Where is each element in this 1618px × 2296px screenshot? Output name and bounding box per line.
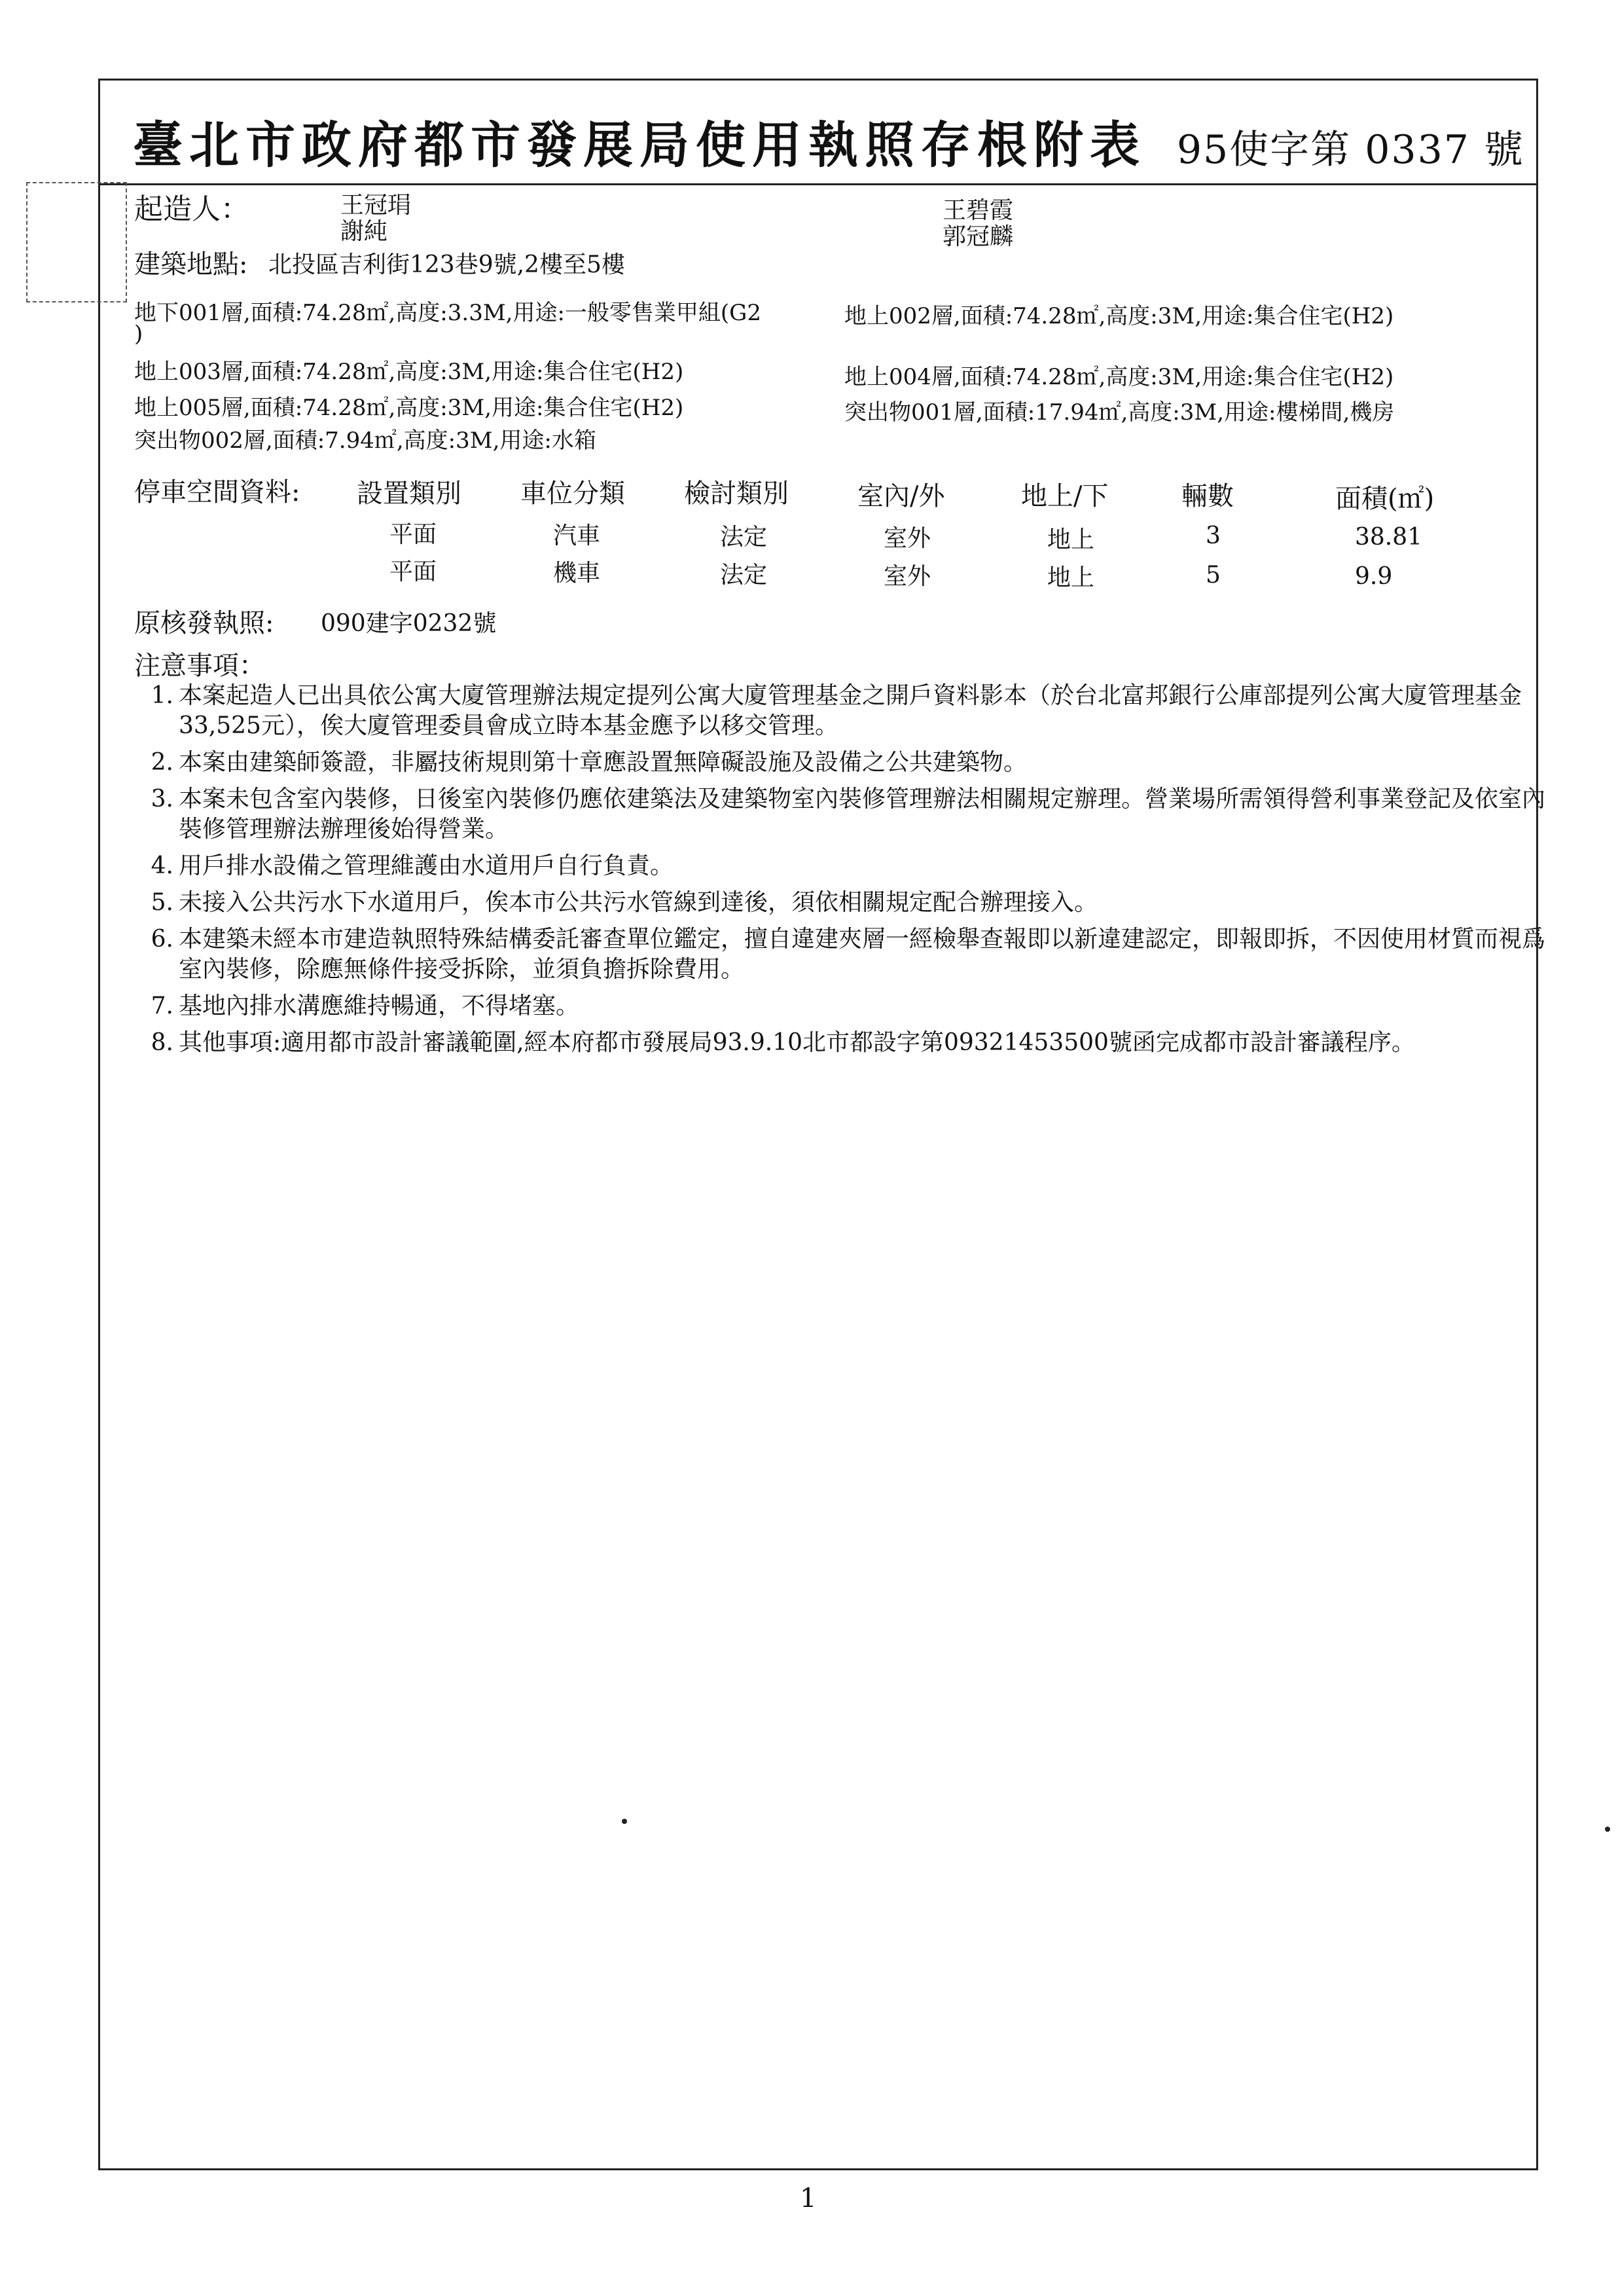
parking-header: 檢討類別: [684, 479, 789, 509]
parking-header: 室內/外: [857, 481, 945, 511]
parking-cell: 9.9: [1355, 563, 1393, 590]
address-value: 北投區吉利街123巷9號,2樓至5樓: [268, 251, 625, 278]
notes-heading: 注意事項：: [134, 651, 265, 681]
parking-header: 地上/下: [1021, 481, 1109, 511]
note-item: [134, 1028, 1548, 1058]
notes-list: [134, 681, 1548, 1065]
note-item: [134, 681, 1548, 741]
document-title: 臺北市政府都市發展局使用執照存根附表: [133, 116, 1146, 174]
floor-entry: 突出物002層,面積:7.94㎡,高度:3M,用途:水箱: [134, 428, 596, 454]
note-text: 未接入公共污水下水道用戶，俟本市公共污水管線到達後，須依相關規定配合辦理接入。: [179, 889, 1098, 916]
parking-header: 面積(㎡): [1335, 484, 1435, 514]
original-license-value: 090建字0232號: [321, 610, 497, 637]
floor-entry: 地下001層,面積:74.28㎡,高度:3.3M,用途:一般零售業甲組(G2: [134, 300, 761, 326]
note-text: 用戶排水設備之管理維護由水道用戶自行負責。: [179, 852, 674, 879]
floor-entry: 地上003層,面積:74.28㎡,高度:3M,用途:集合住宅(H2): [134, 359, 684, 385]
original-license-label: 原核發執照:: [134, 608, 274, 638]
note-number: 8.: [151, 1029, 173, 1056]
note-text: 本案起造人已出具依公寓大廈管理辦法規定提列公寓大廈管理基金之開戶資料影本（於台北富邦銀行公庫部提列公寓大廈管理基金33,525元），俟大廈管理委員會成立時本基金應予以移交管理。: [179, 682, 1522, 739]
permit-number: 95使字第 0337 號: [1176, 127, 1524, 173]
parking-cell: 3: [1206, 522, 1221, 549]
note-number: 1.: [151, 682, 173, 709]
parking-cell: 地上: [1047, 564, 1095, 591]
parking-cell: 地上: [1047, 526, 1095, 553]
floor-entry: 地上005層,面積:74.28㎡,高度:3M,用途:集合住宅(H2): [134, 395, 684, 421]
parking-cell: 機車: [553, 560, 601, 587]
stamp-icon: [26, 182, 127, 302]
parking-cell: 法定: [720, 524, 768, 551]
applicant-name: 王碧霞: [943, 197, 1014, 224]
note-text: 基地內排水溝應維持暢通，不得堵塞。: [179, 993, 580, 1019]
note-text: 本建築未經本市建造執照特殊結構委託審查單位鑑定，擅自違建夾層一經檢舉查報即以新違建認定，即報即拆，不因使用材質而視爲室內裝修，除應無條件接受拆除，並須負擔拆除費用。: [179, 926, 1546, 983]
parking-cell: 室外: [884, 563, 931, 590]
floor-entry: 突出物001層,面積:17.94㎡,高度:3M,用途:樓梯間,機房: [844, 399, 1395, 426]
floor-entry: ): [134, 321, 143, 347]
note-text: 本案未包含室內裝修，日後室內裝修仍應依建築法及建築物室內裝修管理辦法相關規定辦理。營業場所需領得營利事業登記及依室內裝修管理辦法辦理後始得營業。: [179, 786, 1546, 843]
page-number: 1: [800, 2183, 817, 2214]
note-item: [134, 991, 1548, 1021]
address-label: 建築地點:: [134, 249, 248, 280]
parking-cell: 平面: [389, 521, 437, 548]
note-number: 7.: [151, 993, 173, 1019]
parking-cell: 38.81: [1355, 524, 1423, 551]
note-item: [134, 851, 1548, 881]
parking-header: 設置類別: [357, 479, 461, 509]
applicant-name: 謝純: [340, 218, 388, 245]
title-row: [100, 81, 1536, 185]
parking-cell: 平面: [389, 558, 437, 585]
note-number: 3.: [151, 786, 173, 812]
parking-header: 輛數: [1181, 481, 1234, 511]
note-item: [134, 888, 1548, 918]
parking-cell: 室外: [884, 525, 931, 552]
speck: [622, 1819, 627, 1824]
parking-header: 車位分類: [520, 479, 625, 509]
applicants-label: 起造人：: [134, 192, 249, 226]
floor-entry: 地上004層,面積:74.28㎡,高度:3M,用途:集合住宅(H2): [844, 364, 1394, 390]
note-text: 本案由建築師簽證，非屬技術規則第十章應設置無障礙設施及設備之公共建築物。: [179, 749, 1028, 776]
note-item: [134, 748, 1548, 778]
parking-cell: 汽車: [553, 522, 601, 549]
parking-label: 停車空間資料:: [134, 477, 300, 507]
floor-entry: 地上002層,面積:74.28㎡,高度:3M,用途:集合住宅(H2): [844, 303, 1394, 329]
speck: [1605, 1827, 1610, 1832]
applicant-name: 王冠琄: [340, 192, 412, 219]
parking-cell: 5: [1206, 562, 1221, 589]
note-number: 2.: [151, 749, 173, 776]
note-item: [134, 924, 1548, 985]
note-item: [134, 784, 1548, 845]
note-number: 4.: [151, 852, 173, 879]
note-text: 其他事項:適用都市設計審議範圍,經本府都市發展局93.9.10北市都設字第09321453500號函完成都市設計審議程序。: [179, 1029, 1415, 1056]
parking-cell: 法定: [720, 562, 768, 589]
note-number: 6.: [151, 926, 173, 953]
note-number: 5.: [151, 889, 173, 916]
applicant-name: 郭冠麟: [943, 223, 1014, 250]
